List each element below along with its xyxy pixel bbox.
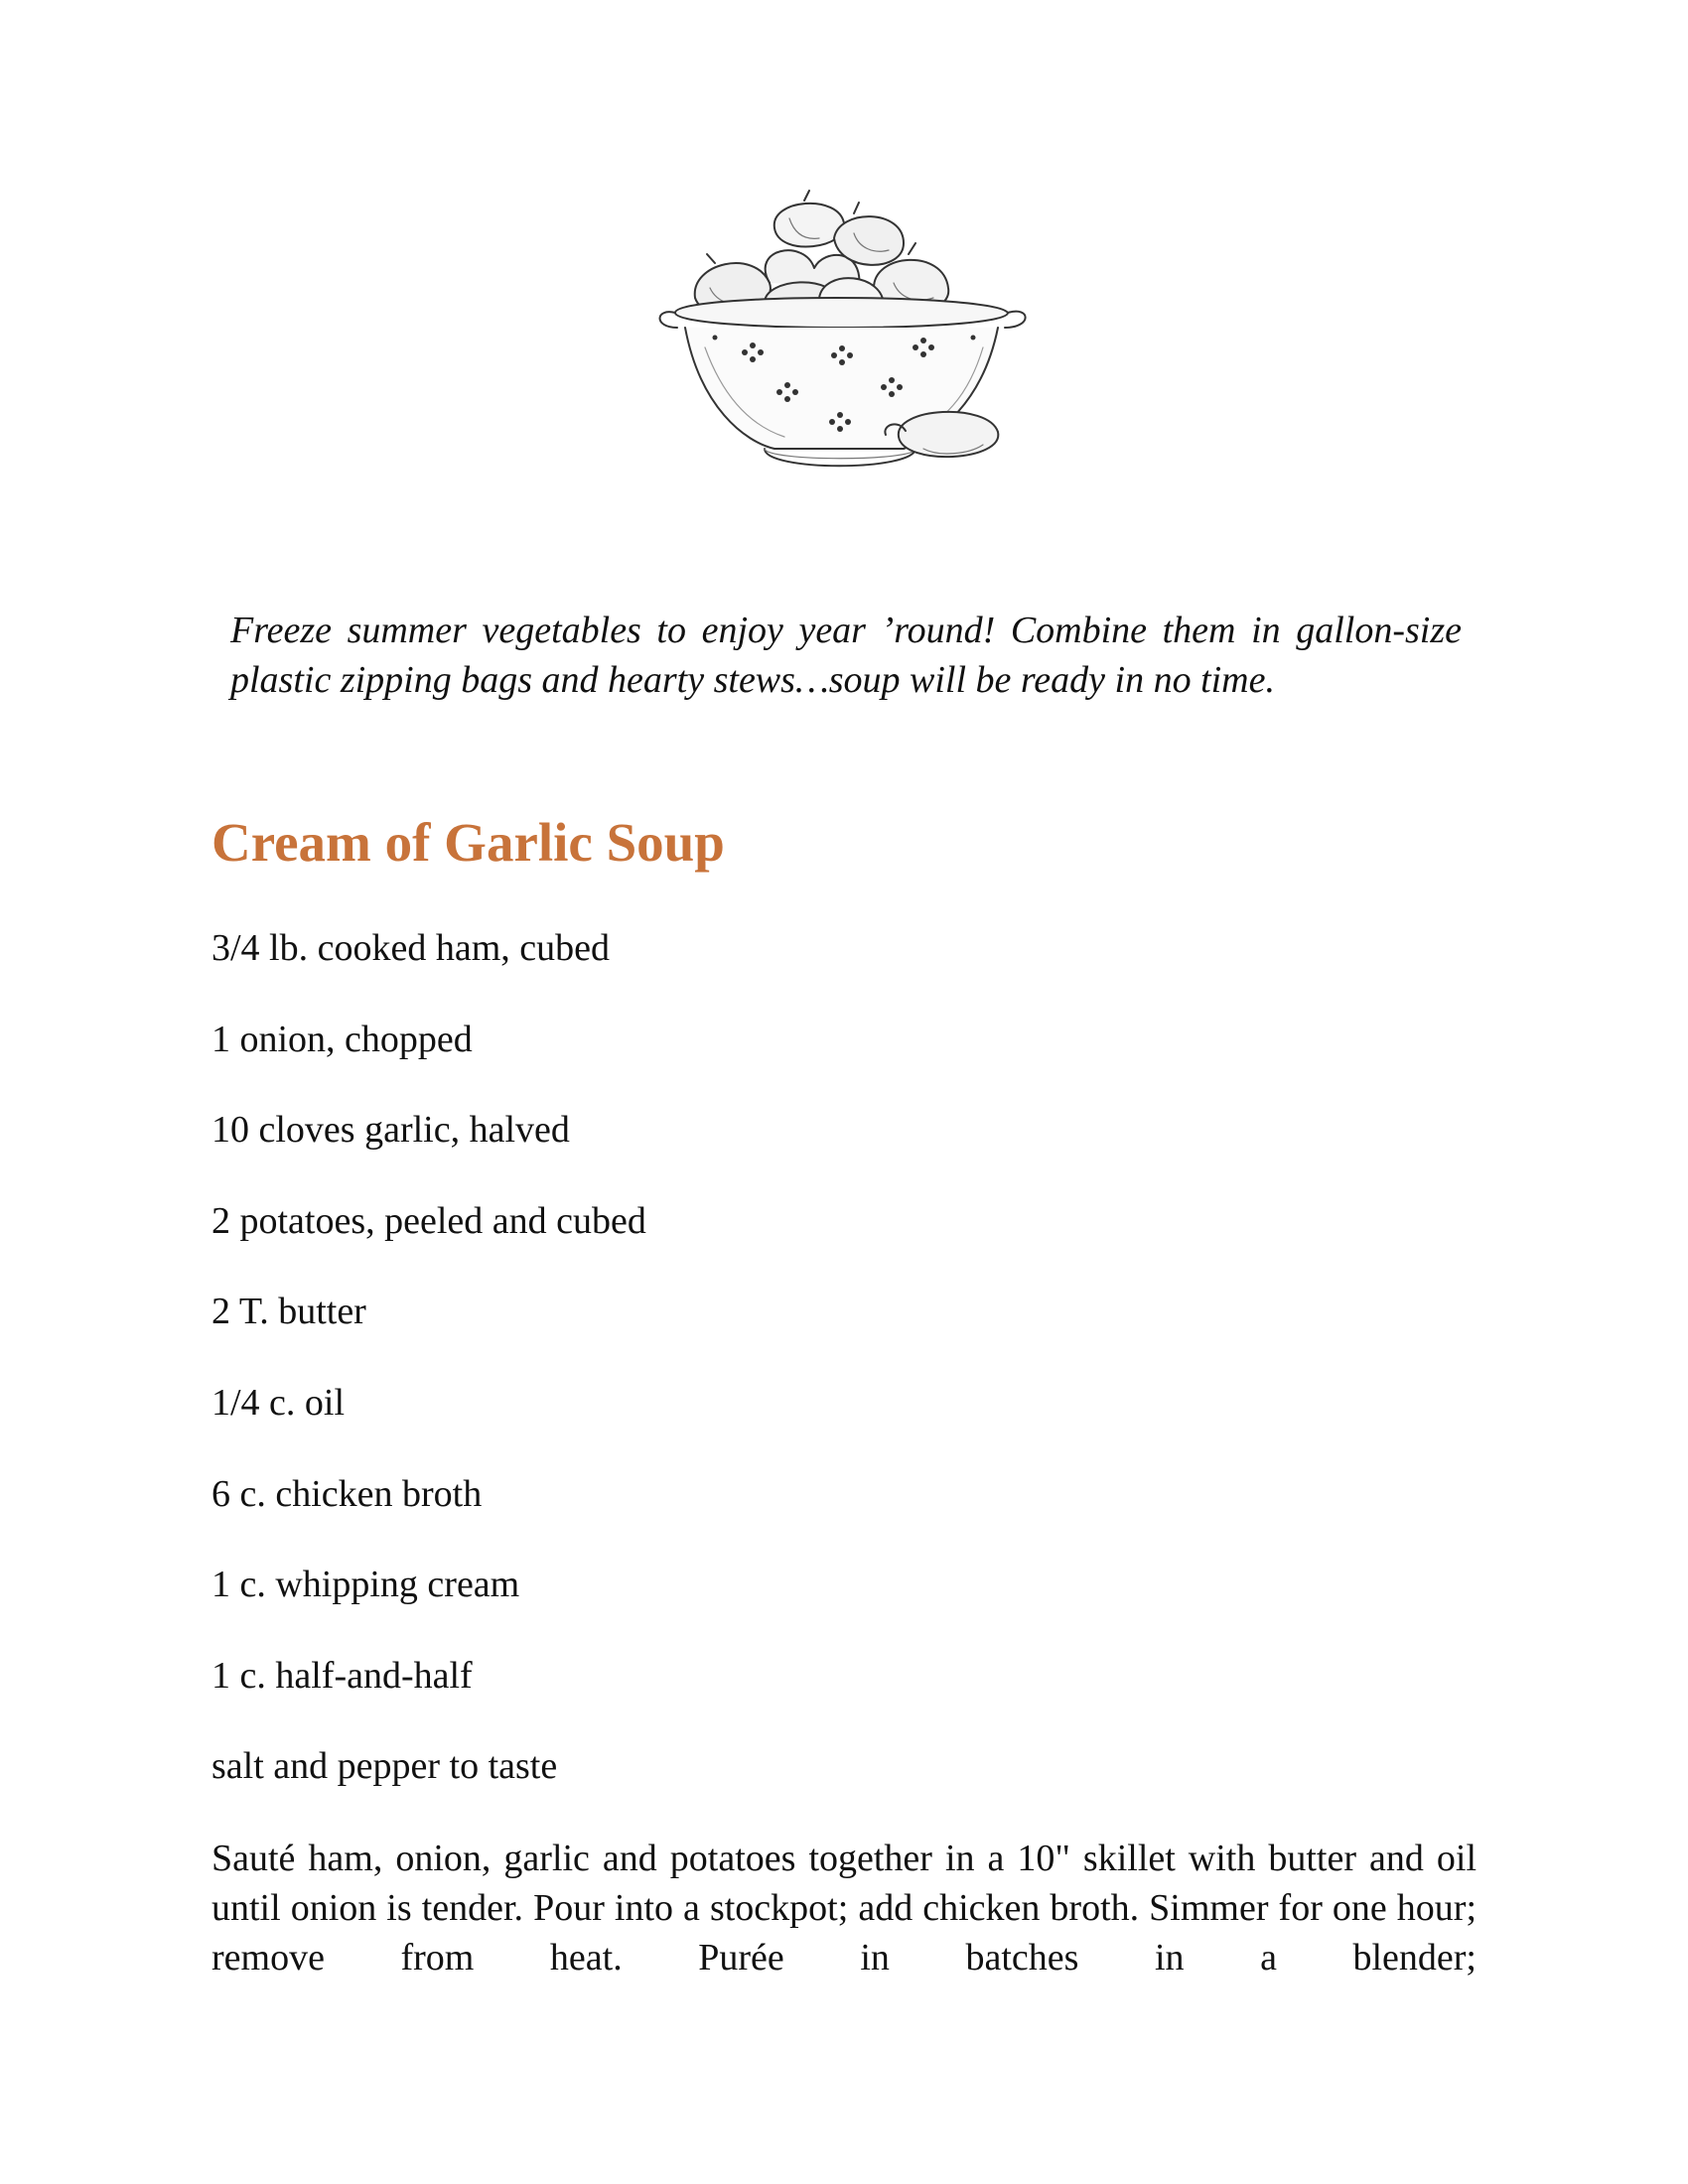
recipe-title: Cream of Garlic Soup — [211, 812, 725, 873]
ingredient-item: salt and pepper to taste — [211, 1745, 558, 1788]
ingredient-item: 10 cloves garlic, halved — [211, 1109, 570, 1152]
ingredient-item: 2 T. butter — [211, 1291, 366, 1333]
ingredient-item: 6 c. chicken broth — [211, 1472, 483, 1515]
ingredient-item: 1 c. whipping cream — [211, 1564, 520, 1606]
ingredient-item: 1 c. half-and-half — [211, 1654, 473, 1697]
ingredient-list — [211, 923, 646, 1833]
ingredient-item: 1/4 c. oil — [211, 1381, 346, 1424]
tip-text: Freeze summer vegetables to enjoy year ’round! Combine them in gallon-size plastic zipping bags and hearty stews…soup will be ready in no time. — [230, 610, 1462, 701]
instructions-text: Sauté ham, onion, garlic and potatoes together in a 10" skillet with butter and oil until onion is tender. Pour into a stockpot; add chicken broth. Simmer for one hour; remove from heat. Purée in batches in a blender; — [211, 1838, 1477, 1979]
ingredient-item: 2 potatoes, peeled and cubed — [211, 1199, 646, 1242]
ingredient-item: 3/4 lb. cooked ham, cubed — [211, 927, 611, 969]
ingredient-item: 1 onion, chopped — [211, 1018, 473, 1060]
colander-with-peppers-icon — [655, 189, 1033, 516]
